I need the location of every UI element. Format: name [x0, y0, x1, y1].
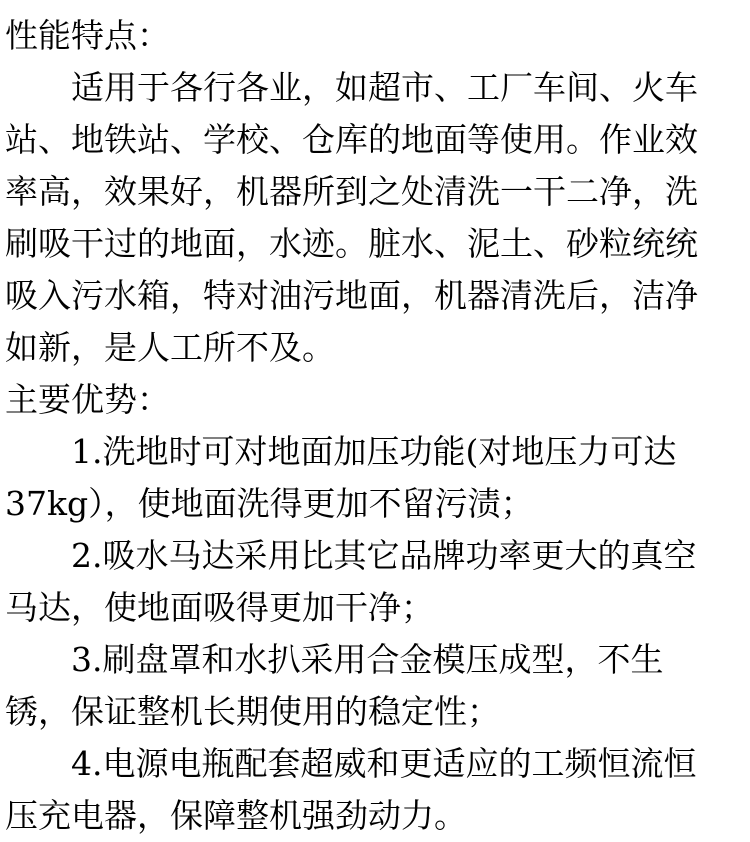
advantage-item-3-line-1: 3.刷盘罩和水扒采用合金模压成型，不生	[71, 640, 664, 679]
features-line: 如新，是人工所不及。	[5, 328, 335, 367]
advantage-item-1-line-2: 37kg），使地面洗得更加不留污渍；	[5, 484, 534, 523]
features-heading: 性能特点：	[5, 16, 170, 55]
advantage-item-4-line-2: 压充电器，保障整机强劲动力。	[5, 796, 467, 835]
document-body	[5, 10, 745, 842]
advantage-item-2-line-2: 马达，使地面吸得更加干净；	[5, 588, 434, 627]
features-line: 吸入污水箱，特对油污地面，机器清洗后，洁净	[5, 276, 698, 315]
features-line: 适用于各行各业，如超市、工厂车间、火车	[71, 68, 698, 107]
features-line: 率高，效果好，机器所到之处清洗一干二净，洗	[5, 172, 698, 211]
advantage-item-3-line-2: 锈，保证整机长期使用的稳定性；	[5, 692, 500, 731]
advantages-heading: 主要优势：	[5, 380, 170, 419]
features-line: 刷吸干过的地面，水迹。脏水、泥土、砂粒统统	[5, 224, 698, 263]
advantage-item-1-line-1: 1.洗地时可对地面加压功能(对地压力可达	[71, 432, 677, 471]
advantage-item-2-line-1: 2.吸水马达采用比其它品牌功率更大的真空	[71, 536, 697, 575]
advantage-item-4-line-1: 4.电源电瓶配套超威和更适应的工频恒流恒	[71, 744, 697, 783]
features-line: 站、地铁站、学校、仓库的地面等使用。作业效	[5, 120, 698, 159]
